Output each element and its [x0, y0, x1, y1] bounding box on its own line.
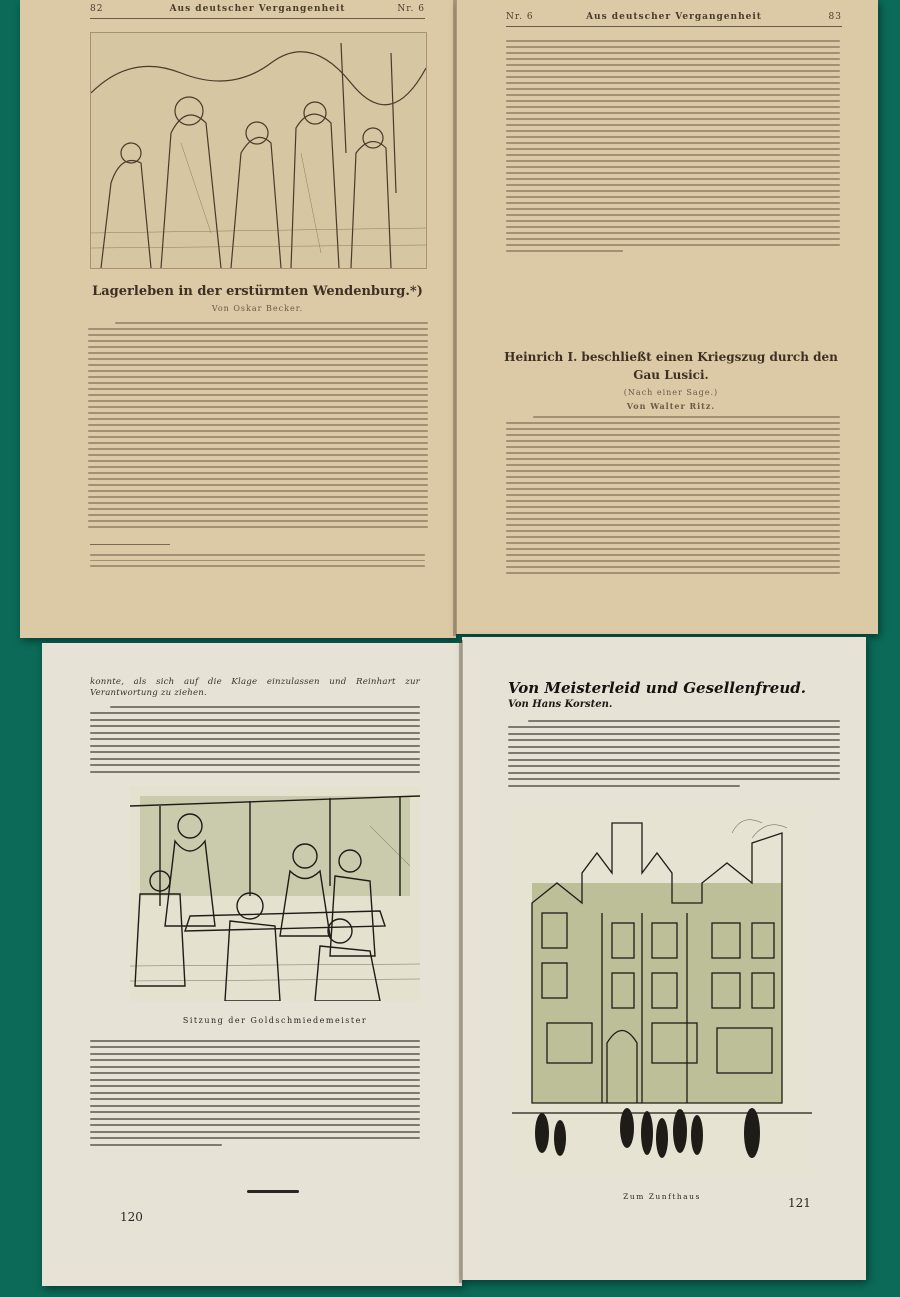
- issue-number: Nr. 6: [506, 12, 534, 22]
- top-right-page: [456, 0, 878, 634]
- article-author: Von Walter Ritz.: [626, 401, 716, 411]
- page-number: 120: [120, 1210, 143, 1224]
- article-body: [508, 715, 840, 791]
- footnote-rule: [90, 544, 170, 545]
- article-title-line-2: Gau Lusici.: [633, 368, 709, 382]
- article-title: Von Meisterleid und Gesellenfreud.: [508, 679, 806, 697]
- running-header: [506, 12, 842, 27]
- footnote: [90, 550, 425, 571]
- bottom-left-page: [42, 643, 462, 1286]
- bottom-right-page: [462, 637, 866, 1280]
- illustration-caption: Sitzung der Goldschmiedemeister: [182, 1016, 368, 1025]
- body-text-lower: [90, 1035, 420, 1150]
- top-spine: [453, 0, 457, 636]
- page-number: 83: [828, 12, 842, 22]
- end-ornament: [247, 1190, 299, 1193]
- illustration-guild-house: [512, 813, 812, 1173]
- article-subtitle: (Nach einer Sage.): [623, 388, 719, 397]
- article-body: [88, 318, 428, 532]
- running-title: Aus deutscher Vergangenheit: [586, 12, 762, 22]
- article-author: Von Hans Korsten.: [508, 699, 613, 710]
- running-title: Aus deutscher Vergangenheit: [169, 4, 346, 14]
- top-left-page: [20, 0, 456, 638]
- article-title-line-1: Heinrich I. beschließt einen Kriegszug durch den: [504, 350, 838, 364]
- opening-paragraph: konnte, als sich auf die Klage einzulassen und Reinhart zur Verantwortung zu ziehen.: [90, 677, 420, 698]
- illustration-camp-scene: [90, 32, 427, 269]
- article-author: Von Oskar Becker.: [211, 304, 304, 313]
- running-header: [90, 4, 425, 19]
- bottom-spine: [459, 640, 463, 1283]
- page-number: 121: [788, 1196, 811, 1210]
- illustration-caption: Zum Zunfthaus: [623, 1192, 701, 1201]
- article-title: Lagerleben in der erstürmten Wendenburg.*): [92, 284, 423, 299]
- body-text-upper: [90, 701, 420, 777]
- page-number: 82: [90, 4, 104, 14]
- issue-number: Nr. 6: [397, 4, 425, 14]
- article-body: [506, 412, 840, 578]
- illustration-goldsmith-meeting: [130, 786, 420, 1001]
- article-continuation: [506, 36, 840, 256]
